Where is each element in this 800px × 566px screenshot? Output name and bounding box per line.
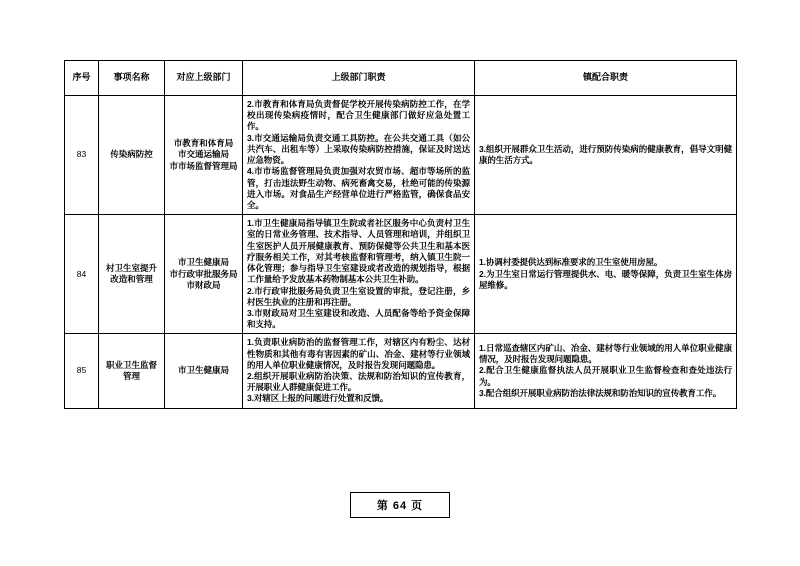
row-seq: 84 (65, 215, 99, 334)
row-name: 职业卫生监督管理 (99, 334, 165, 408)
table-row (65, 96, 737, 215)
row-seq: 85 (65, 334, 99, 408)
row-town: 1.日常巡查辖区内矿山、冶金、建材等行业领域的用人单位职业健康情况，及时报告发现问题隐患。 2.配合卫生健康监督执法人员开展职业卫生监督检查和查处违法行为。 3.配合组织开展职业病防治法律法规和防治知识的宣传教育工作。 (475, 334, 737, 408)
row-duty: 1.负责职业病防治的监督管理工作，对辖区内有粉尘、达材性物质和其他有毒有害因素的矿山、冶金、建材等行业领域的用人单位职业健康情况，及时报告发现问题隐患。 2.组织开展职业病防治决策、法规和防治知识的宣传教育，开展职业人群健康促进工作。 3.对辖区上报的问题进行处置和反馈。 (243, 334, 475, 408)
row-dept: 市卫生健康局 市行政审批服务局 市财政局 (165, 215, 243, 334)
table-row (65, 215, 737, 334)
header-town: 镇配合职责 (475, 61, 737, 96)
table-row (65, 334, 737, 408)
row-town: 3.组织开展群众卫生活动，进行预防传染病的健康教育，倡导文明健康的生活方式。 (475, 96, 737, 215)
row-duty: 1.市卫生健康局指导镇卫生院或者社区服务中心负责村卫生室的日常业务管理、技术指导、人员管理和培训，并组织卫生室医护人员开展健康教育、预防保健等公共卫生和基本医疗服务相关工作，对其考核监督和管理考，纳入镇卫生院一体化管理；参与指导卫生室建设或者改造的规划指导，根据工作量给予发放基本药物制基本公共卫生补助。 2.市行政审批服务局负责卫生室设置的审批，登记注册，乡村医生执业的注册和再注册。 3.市财政局对卫生室建设和改造、人员配备等给予资金保障和支持。 (243, 215, 475, 334)
row-name: 传染病防控 (99, 96, 165, 215)
page-number: 第 64 页 (350, 492, 450, 518)
responsibility-table (64, 60, 737, 409)
row-duty: 2.市教育和体育局负责督促学校开展传染病防控工作，在学校出现传染病疫情时，配合卫生健康部门做好应急处置工作。 3.市交通运输局负责交通工具防控。在公共交通工具（如公共汽车、出租车等）上采取传染病防控措施，保证及时送达应急物资。 4.市市场监督管理局负责加强对农贸市场、超市等场所的监管，打击违法野生动物、病死畜禽交易，杜绝可能的传染源进入市场。对食品生产经营单位进行严格监管，确保食品安全。 (243, 96, 475, 215)
row-dept: 市卫生健康局 (165, 334, 243, 408)
table-sheet (64, 60, 736, 409)
header-duty: 上级部门职责 (243, 61, 475, 96)
header-name: 事项名称 (99, 61, 165, 96)
row-name: 村卫生室提升改造和管理 (99, 215, 165, 334)
row-seq: 83 (65, 96, 99, 215)
header-seq: 序号 (65, 61, 99, 96)
page-footer (64, 492, 736, 518)
row-dept: 市教育和体育局 市交通运输局 市市场监督管理局 (165, 96, 243, 215)
table-header-row (65, 61, 737, 96)
row-town: 1.协调村委提供达到标准要求的卫生室使用房屋。 2.为卫生室日常运行管理提供水、电、暖等保障，负责卫生室生体房屋维修。 (475, 215, 737, 334)
header-dept: 对应上级部门 (165, 61, 243, 96)
